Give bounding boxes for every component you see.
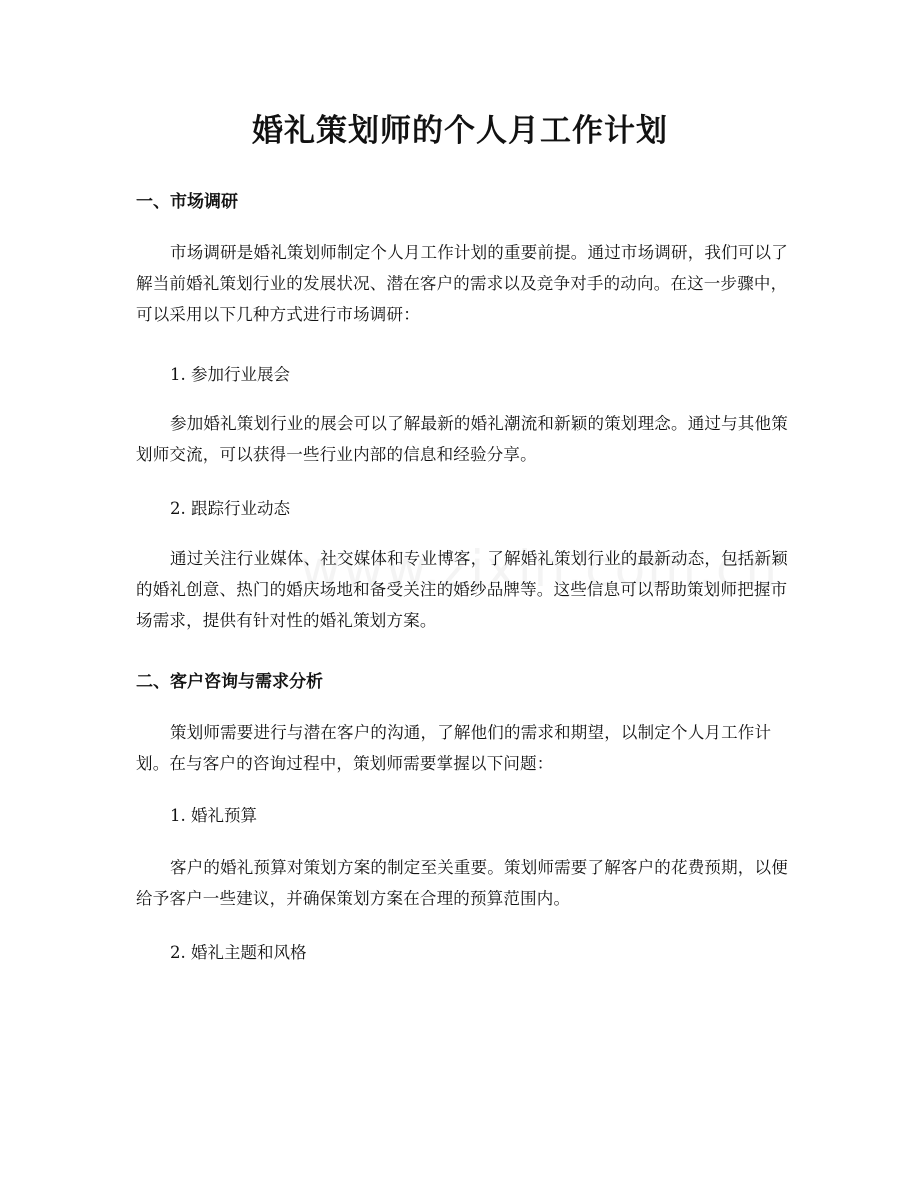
item-text-industry-trends: 通过关注行业媒体、社交媒体和专业博客，了解婚礼策划行业的最新动态，包括新颖的婚礼创意、热门的婚庆场地和备受关注的婚纱品牌等。这些信息可以帮助策划师把握市场需求，提供有针对性的婚礼策划方案。 — [136, 549, 788, 630]
section-heading-client-consultation: 二、客户咨询与需求分析 — [136, 672, 323, 692]
section-intro-client-consultation: 策划师需要进行与潜在客户的沟通，了解他们的需求和期望，以制定个人月工作计划。在与客户的咨询过程中，策划师需要掌握以下问题： — [136, 723, 772, 773]
item-text-budget: 客户的婚礼预算对策划方案的制定至关重要。策划师需要了解客户的花费预期，以便给予客户一些建议，并确保策划方案在合理的预算范围内。 — [136, 858, 788, 908]
item-label-trade-show: 1. 参加行业展会 — [170, 365, 290, 384]
section-heading-market-research: 一、市场调研 — [136, 192, 238, 212]
document-title: 婚礼策划师的个人月工作计划 — [252, 113, 668, 149]
item-label-theme-style: 2. 婚礼主题和风格 — [170, 943, 307, 962]
item-text-trade-show: 参加婚礼策划行业的展会可以了解最新的婚礼潮流和新颖的策划理念。通过与其他策划师交流，可以获得一些行业内部的信息和经验分享。 — [136, 414, 788, 464]
item-label-industry-trends: 2. 跟踪行业动态 — [170, 499, 290, 518]
item-label-budget: 1. 婚礼预算 — [170, 806, 257, 825]
section-intro-market-research: 市场调研是婚礼策划师制定个人月工作计划的重要前提。通过市场调研，我们可以了解当前婚礼策划行业的发展状况、潜在客户的需求以及竞争对手的动向。在这一步骤中，可以采用以下几种方式进行市场调研： — [136, 243, 788, 324]
